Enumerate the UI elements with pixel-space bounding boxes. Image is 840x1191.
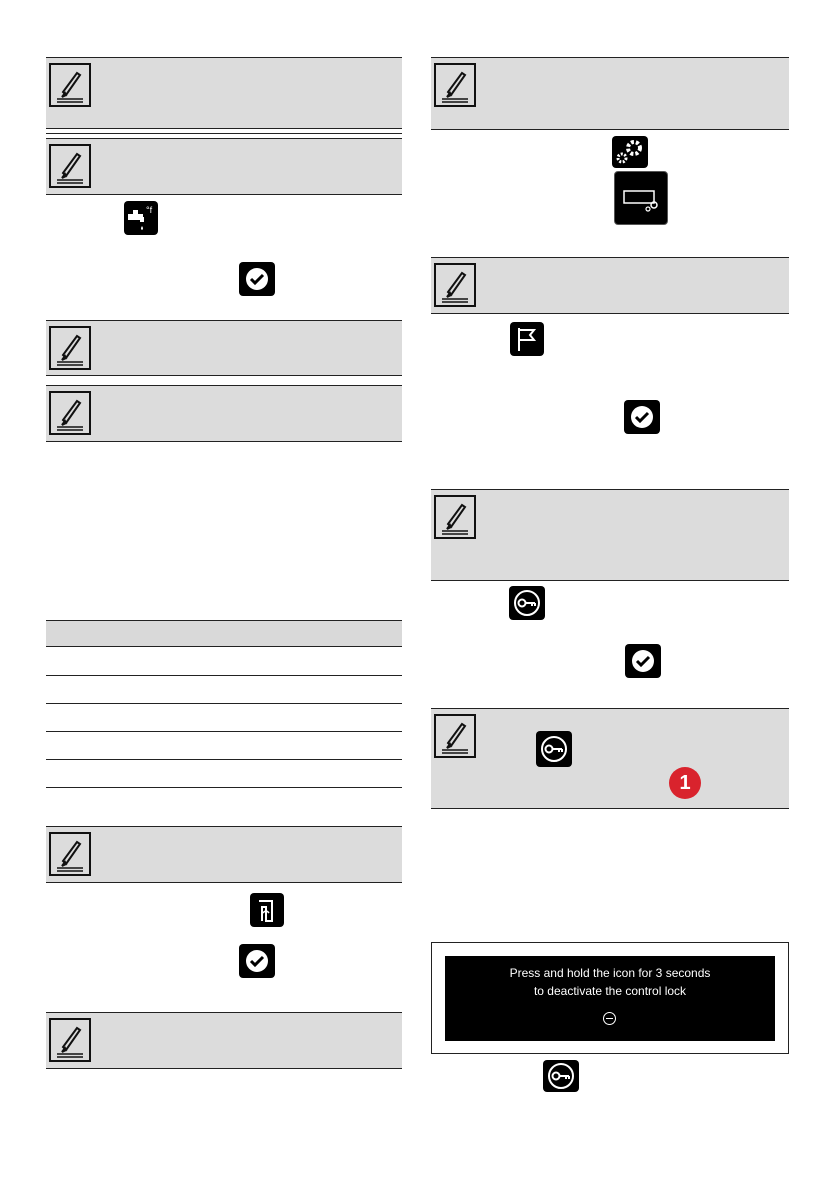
pencil-icon xyxy=(49,326,91,370)
separator-line xyxy=(46,133,402,134)
pencil-icon xyxy=(434,63,476,107)
confirm-check-icon xyxy=(239,262,275,296)
pencil-icon xyxy=(49,391,91,435)
callout-number-badge: 1 xyxy=(669,767,701,799)
note-box xyxy=(46,57,402,129)
water-hardness-icon xyxy=(124,201,158,235)
note-box xyxy=(46,385,402,442)
pencil-icon xyxy=(49,832,91,876)
rinse-aid-icon xyxy=(250,893,284,927)
table-row xyxy=(46,703,402,704)
pencil-icon xyxy=(49,144,91,188)
pencil-icon xyxy=(49,63,91,107)
table-row xyxy=(46,759,402,760)
pencil-icon xyxy=(434,495,476,539)
pencil-icon xyxy=(434,714,476,758)
lock-icon xyxy=(603,1012,616,1025)
note-box xyxy=(431,257,789,314)
note-box xyxy=(46,826,402,883)
confirm-check-icon xyxy=(625,644,661,678)
message-line-2: to deactivate the control lock xyxy=(533,984,687,998)
table-row xyxy=(46,675,402,676)
pencil-icon xyxy=(49,1018,91,1062)
table-header xyxy=(46,620,402,647)
table-row xyxy=(46,731,402,732)
control-lock-key-icon xyxy=(543,1060,579,1092)
note-box xyxy=(431,708,789,809)
note-box xyxy=(46,320,402,376)
note-box xyxy=(46,138,402,195)
control-lock-key-icon xyxy=(509,586,545,620)
note-box xyxy=(431,489,789,581)
flag-icon xyxy=(510,322,544,356)
note-box xyxy=(46,1012,402,1069)
note-box xyxy=(431,57,789,130)
settings-gears-icon xyxy=(612,136,648,168)
control-lock-message xyxy=(445,956,775,1041)
control-lock-key-icon xyxy=(536,731,572,767)
confirm-check-icon xyxy=(624,400,660,434)
pencil-icon xyxy=(434,263,476,307)
confirm-check-icon xyxy=(239,944,275,978)
svg-text:°f: °f xyxy=(146,205,153,215)
message-line-1: Press and hold the icon for 3 seconds xyxy=(509,966,711,980)
settings-display-icon xyxy=(614,171,668,225)
table-row xyxy=(46,787,402,788)
